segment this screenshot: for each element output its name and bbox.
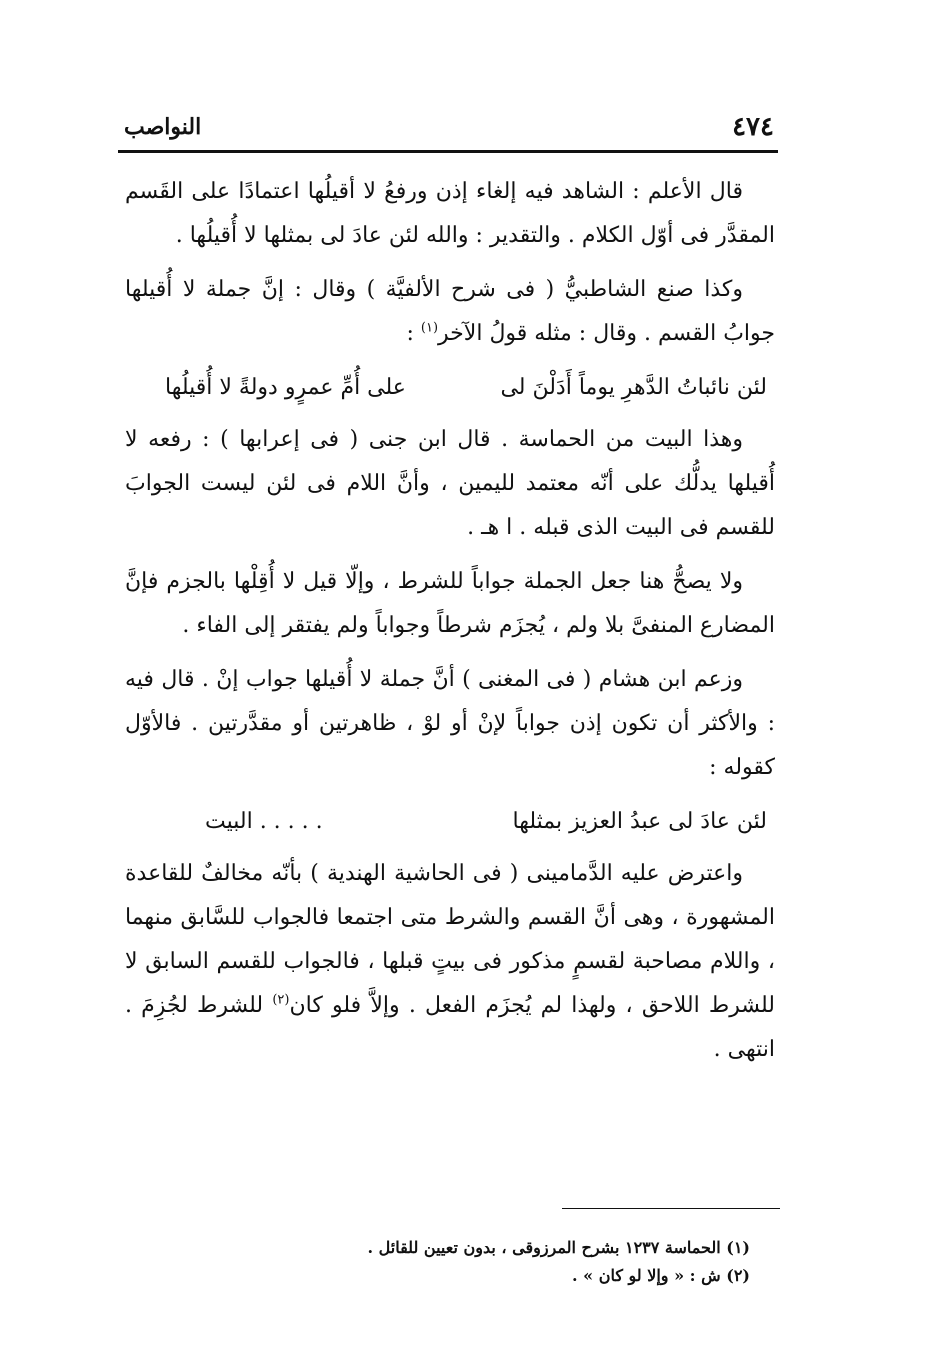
verse-2	[125, 800, 775, 844]
verse-2-first-hemistich: لئن عادَ لى عبدُ العزيز بمثلها	[512, 809, 767, 834]
footnote-mark-2: (٢)	[272, 992, 290, 1008]
page-header	[118, 110, 778, 153]
footnote-mark-1: (١)	[420, 320, 439, 336]
paragraph-2-text: وكذا صنع الشاطبيُّ ( فى شرح الألفيَّة ) وقال : إنَّ جملة لا أُقيلها جوابُ القسم . وقال : مثله قولُ الآخر	[125, 277, 775, 346]
paragraph-5: وزعم ابن هشام ( فى المغنى ) أنَّ جملة لا أُقيلها جواب إنْ . قال فيه : والأكثر أن تكون إذن جواباً لإنْ أو لوْ ، ظاهرتين أو مقدَّرتين . فالأوّل كقوله :	[125, 667, 775, 780]
paragraph-2	[125, 268, 775, 356]
footnote-2: (٢) ش : « وإلا لو كان » .	[572, 1266, 750, 1285]
footnote-1: (١) الحماسة ١٢٣٧ بشرح المرزوقى ، بدون تعيين للقائل .	[367, 1238, 750, 1257]
paragraph-6-text: واعترض عليه الدَّمامينى ( فى الحاشية الهندية ) بأنّه مخالفٌ للقاعدة المشهورة ، وهى أنَّ القسم والشرط متى اجتمعا فالجواب للسَّابق منهما ، واللام مصاحبة لقسمٍ مذكور فى بيتٍ قبلها ، فالجواب للقسم السابق لا للشرط اللاحق ، ولهذا لم يُجزَم الفعل . وإلاَّ فلو كان	[125, 861, 775, 1018]
paragraph-6-end: للشرط لجُزِمَ . انتهى .	[125, 993, 775, 1062]
paragraph-3: وهذا البيت من الحماسة . قال ابن جنى ( فى إعرابها ) : رفعه لا أُقيلها يدلُّك على أنّه معتمد لليمين ، وأنَّ اللام فى لئن ليست الجوابَ للقسم فى البيت الذى قبله . ا هـ .	[125, 427, 775, 540]
page-number: ٤٧٤	[732, 112, 774, 142]
footnote-divider	[562, 1208, 780, 1209]
paragraph-2-end: :	[406, 321, 421, 346]
verse-2-second-hemistich: . . . . . البيت	[205, 809, 323, 834]
verse-1	[125, 366, 775, 410]
main-text	[125, 170, 775, 1082]
verse-1-second-hemistich: على أُمِّ عمرٍو دولةً لا أُقيلُها	[165, 375, 406, 400]
verse-1-first-hemistich: لئن نائباتُ الدَّهرِ يوماً أَدَلْنَ لى	[500, 375, 767, 400]
paragraph-6	[125, 852, 775, 1072]
paragraph-4: ولا يصحُّ هنا جعل الجملة جواباً للشرط ، وإلّا قيل لا أُقِلْها بالجزم فإنَّ المضارع المنفىَّ بلا ولم ، يُجزَم شرطاً وجواباً ولم يفتقر إلى الفاء .	[125, 569, 775, 638]
footnotes	[300, 1234, 750, 1290]
running-title: النواصب	[124, 114, 202, 140]
paragraph-1: قال الأعلم : الشاهد فيه إلغاء إذن ورفعُ لا أقيلُها اعتمادًا على القَسم المقدَّر فى أوّل الكلام . والتقدير : والله لئن عادَ لى بمثلها لا أُقيلُها .	[125, 179, 775, 248]
